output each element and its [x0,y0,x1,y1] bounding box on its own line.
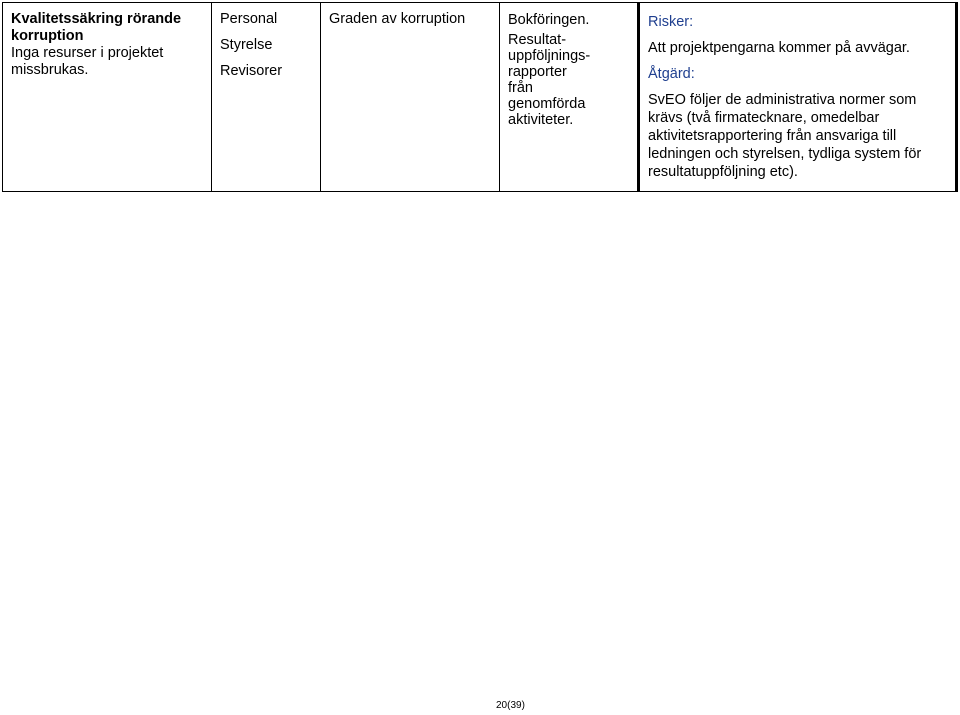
table-row [3,3,957,192]
indicator-text: Graden av korruption [329,11,466,27]
cell-text: Inga resurser i projektet missbrukas. [11,45,164,78]
source-line2: Resultat-uppföljnings-rapporter från genomförda aktiviteter. [508,32,591,128]
cell-quality-assurance [3,3,212,192]
source-line1: Bokföringen. [508,12,590,28]
cell-risks [639,3,957,192]
page-number: 20(39) [496,700,525,711]
risk-text: Att projektpengarna kommer på avvägar. [648,40,910,56]
cell-stakeholders [212,3,321,192]
risk-label: Risker: [648,14,694,30]
stakeholder-personal: Personal [220,11,278,27]
cell-title: Kvalitetssäkring rörande korruption [11,11,182,44]
cell-indicator [321,3,500,192]
action-label: Åtgärd: [648,66,695,82]
risk-table [2,2,958,192]
stakeholder-auditors: Revisorer [220,63,283,79]
cell-source [500,3,639,192]
stakeholder-board: Styrelse [220,37,273,53]
action-text: SvEO följer de administrativa normer som krävs (två firmatecknare, omedelbar aktivitetsrapportering från ansvariga till ledningen och styrelsen, tydliga system för resultatuppföljning etc). [648,92,922,180]
